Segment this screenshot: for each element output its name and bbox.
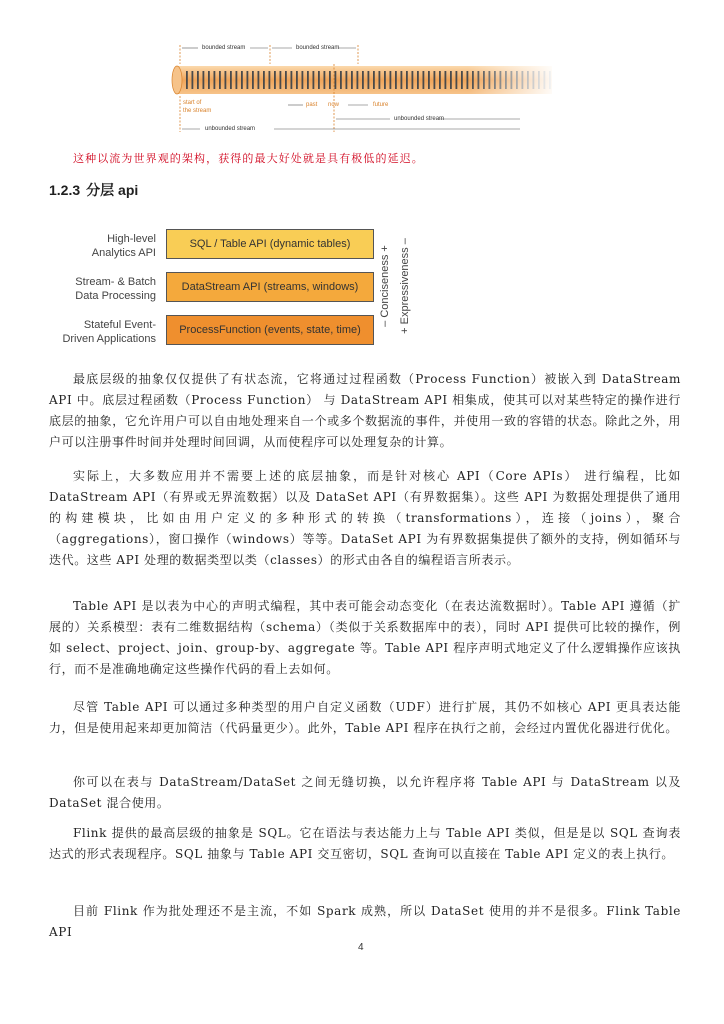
- event-tick: [203, 71, 205, 89]
- event-tick: [362, 71, 364, 89]
- event-tick: [450, 71, 452, 89]
- event-tick: [406, 71, 408, 89]
- event-tick: [296, 71, 298, 89]
- event-tick: [252, 71, 254, 89]
- event-tick: [192, 71, 194, 89]
- box-sql-table-api: SQL / Table API (dynamic tables): [166, 229, 374, 259]
- section-title: 分层 api: [86, 182, 139, 198]
- event-tick: [263, 71, 265, 89]
- paragraph-core-apis: 实际上，大多数应用并不需要上述的底层抽象，而是针对核心 API（Core APIs） 进行编程，比如 DataStream API（有界或无界流数据）以及 DataSet API（有界数据集）。这些 API 为数据处理提供了通用的构建模块，比如由用户定义的多种形式的转换（transformations），连接（joins），聚合（aggregations），窗口操作（windows）等等。DataSet API 为有界数据集提供了额外的支持，例如循环与迭代。这些 API 处理的数据类型以类（classes）的形式由各自的编程语言所表示。: [49, 469, 681, 567]
- event-tick: [225, 71, 227, 89]
- event-tick: [401, 71, 403, 89]
- event-tick: [197, 71, 199, 89]
- event-tick: [379, 71, 381, 89]
- paragraph-sql: Flink 提供的最高层级的抽象是 SQL。它在语法与表达能力上与 Table API 类似，但是是以 SQL 查询表达式的形式表现程序。SQL 抽象与 Table API 交互密切，SQL 查询可以直接在 Table API 定义的表上执行。: [49, 826, 681, 861]
- event-tick: [302, 71, 304, 89]
- unbounded-stream-label-right: unbounded stream: [394, 116, 445, 122]
- event-tick: [390, 71, 392, 89]
- event-tick: [373, 71, 375, 89]
- event-tick: [186, 71, 188, 89]
- paragraph-current-status: 目前 Flink 作为批处理还不是主流，不如 Spark 成熟，所以 DataSet 使用的并不是很多。Flink Table API: [49, 904, 681, 939]
- event-tick: [423, 71, 425, 89]
- future-label: future: [373, 102, 389, 108]
- section-heading: [49, 180, 138, 200]
- stream-figure: [168, 40, 558, 136]
- event-tick: [280, 71, 282, 89]
- layer-label-stream-batch: Stream- & Batch Data Processing: [75, 276, 156, 302]
- event-tick: [285, 71, 287, 89]
- stream-diagram: [168, 40, 558, 136]
- event-tick: [318, 71, 320, 89]
- event-tick: [384, 71, 386, 89]
- highlight-sentence: 这种以流为世界观的架构，获得的最大好处就是具有极低的延迟。: [73, 152, 424, 165]
- event-tick: [236, 71, 238, 89]
- event-tick: [241, 71, 243, 89]
- paragraph-udf: 尽管 Table API 可以通过多种类型的用户自定义函数（UDF）进行扩展，其仍不如核心 API 更具表达能力，但是使用起来却更加简洁（代码量更少）。此外，Table API 程序在执行之前，会经过内置优化器进行优化。: [49, 700, 681, 735]
- event-tick: [417, 71, 419, 89]
- event-tick: [368, 71, 370, 89]
- layer-label-high-level: High-level Analytics API: [91, 233, 156, 259]
- paragraph-seamless-switch: 你可以在表与 DataStream/DataSet 之间无缝切换，以允许程序将 Table API 与 DataStream 以及 DataSet 混合使用。: [49, 775, 681, 810]
- event-tick: [291, 71, 293, 89]
- event-tick: [351, 71, 353, 89]
- event-tick: [357, 71, 359, 89]
- event-tick: [230, 71, 232, 89]
- event-tick: [445, 71, 447, 89]
- event-tick: [313, 71, 315, 89]
- event-tick: [340, 71, 342, 89]
- event-tick: [214, 71, 216, 89]
- layer-label-stateful: Stateful Event- Driven Applications: [62, 319, 156, 345]
- bounded-stream-label-2: bounded stream: [296, 45, 340, 51]
- past-label: past: [306, 102, 318, 108]
- event-tick: [434, 71, 436, 89]
- now-label: now: [328, 102, 340, 108]
- axis-expressiveness: + Expressiveness –: [399, 238, 411, 334]
- paragraph-table-api: Table API 是以表为中心的声明式编程，其中表可能会动态变化（在表达流数据时）。Table API 遵循（扩展的）关系模型：表有二维数据结构（schema）（类似于关系数据库中的表），同时 API 提供可比较的操作，例如 select、project、join、group-by、aggregate 等。Table API 程序声明式地定义了什么逻辑操作应该执行，而不是准确地确定这些操作代码的看上去如何。: [49, 599, 681, 676]
- event-tick: [439, 71, 441, 89]
- page-number: 4: [358, 942, 364, 953]
- event-tick: [307, 71, 309, 89]
- event-tick: [428, 71, 430, 89]
- event-tick: [461, 71, 463, 89]
- event-tick: [274, 71, 276, 89]
- paragraph-process-function: 最底层级的抽象仅仅提供了有状态流，它将通过过程函数（Process Function）被嵌入到 DataStream API 中。底层过程函数（Process Function） 与 DataStream API 相集成，使其可以对某些特定的操作进行底层的抽象，它允许用户可以自由地处理来自一个或多个数据流的事件，并使用一致的容错的状态。除此之外，用户可以注册事件时间并处理时间回调，从而使程序可以处理复杂的计算。: [49, 372, 681, 449]
- event-tick: [456, 71, 458, 89]
- axis-conciseness: – Conciseness +: [379, 245, 391, 327]
- event-tick: [329, 71, 331, 89]
- event-tick: [335, 71, 337, 89]
- bounded-stream-label-1: bounded stream: [202, 45, 246, 51]
- box-datastream-api: DataStream API (streams, windows): [166, 272, 374, 302]
- event-tick: [258, 71, 260, 89]
- event-tick: [219, 71, 221, 89]
- unbounded-stream-label-left: unbounded stream: [205, 126, 256, 132]
- event-tick: [346, 71, 348, 89]
- start-of-stream-label: start of the stream: [183, 100, 212, 114]
- event-tick: [412, 71, 414, 89]
- event-tick: [247, 71, 249, 89]
- tube-start-cap: [172, 66, 182, 94]
- event-tick: [269, 71, 271, 89]
- event-tick: [395, 71, 397, 89]
- section-number: 1.2.3: [49, 182, 81, 198]
- event-tick: [324, 71, 326, 89]
- box-process-function: ProcessFunction (events, state, time): [166, 315, 374, 345]
- tube-fade: [468, 64, 558, 96]
- event-tick: [208, 71, 210, 89]
